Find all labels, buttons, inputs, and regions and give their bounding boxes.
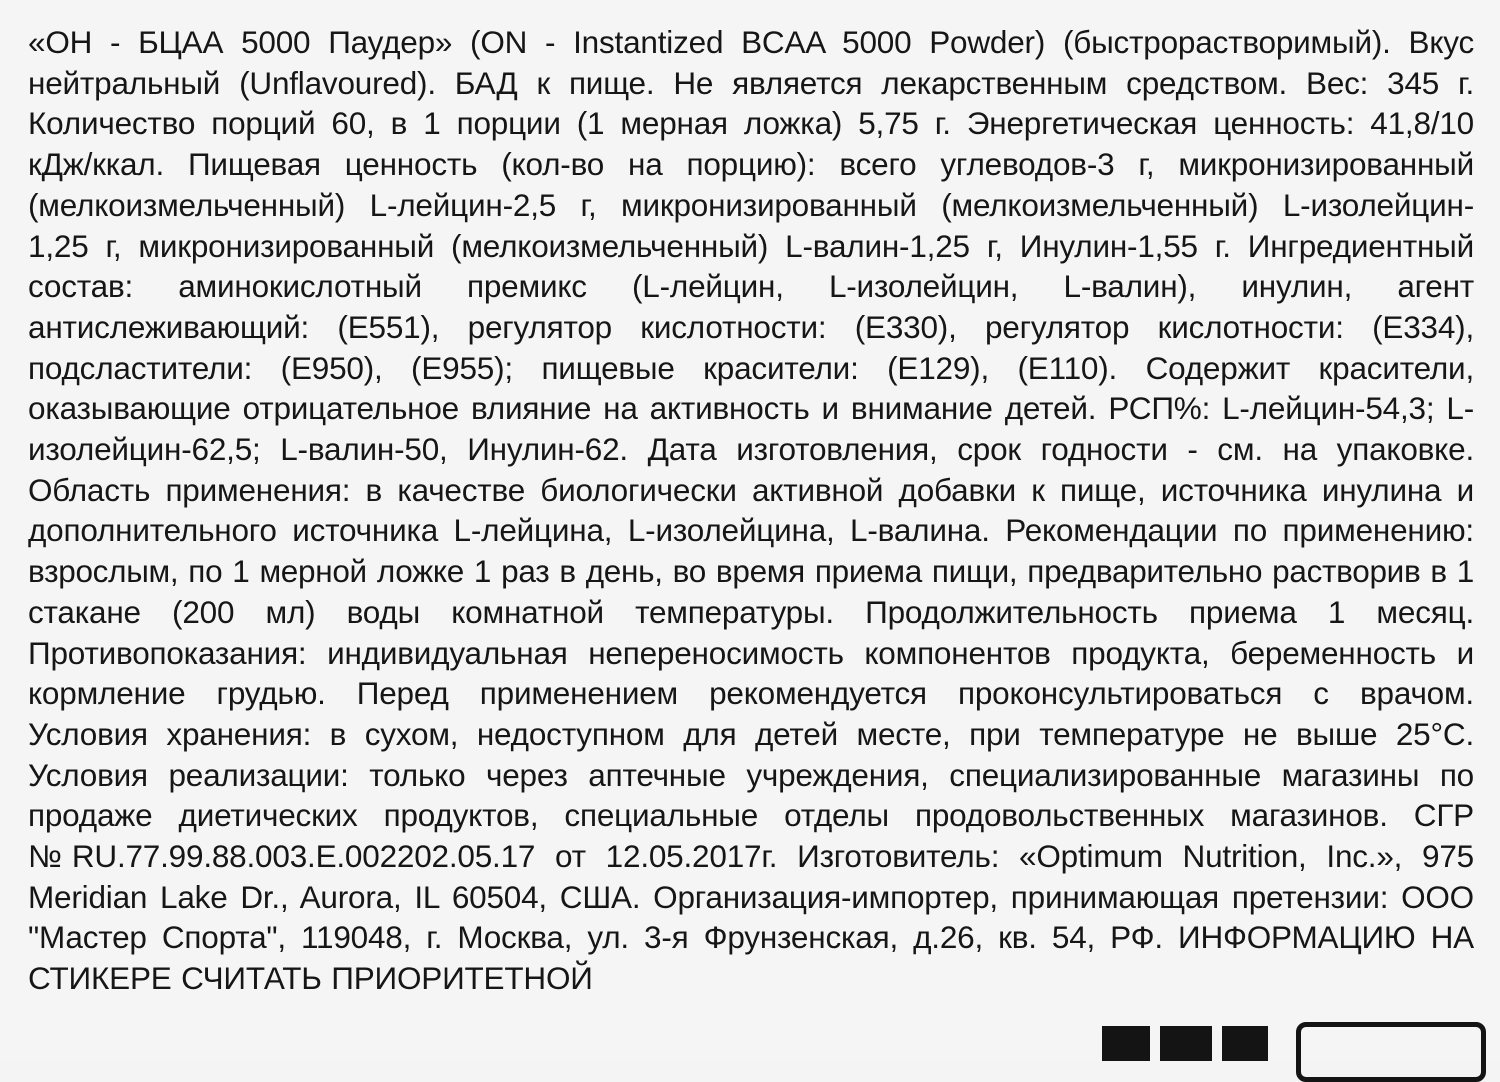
label-line: «ОН - БЦАА 5000 Паудер» (ON - Instantized BCAA 5000 Powder) (быстрорастворимый). Вкус	[28, 24, 1474, 60]
label-line: антислеживающий: (Е551), регулятор кислотности: (Е330), регулятор кислотности: (Е334),	[28, 308, 1474, 345]
label-line: 1,25 г, микронизированный (мелкоизмельченный) L-валин-1,25 г, Инулин-1,55 г. Ингредиентный	[28, 227, 1474, 264]
label-line: стакане (200 мл) воды комнатной температуры. Продолжительность приема 1 месяц.	[28, 593, 1474, 630]
label-line: нейтральный (Unflavoured). БАД к пище. Не является лекарственным средством. Вес: 345 г.	[28, 64, 1474, 101]
label-line: подсластители: (Е950), (Е955); пищевые красители: (Е129), (Е110). Содержит красители,	[28, 349, 1474, 386]
label-line: продаже диетических продуктов, специальные отделы продовольственных магазинов. СГР	[28, 797, 1474, 834]
package-print-frame	[1296, 1022, 1486, 1082]
label-line: оказывающие отрицательное влияние на активность и внимание детей. РСП%: L-лейцин-54,3; L-	[28, 390, 1474, 427]
package-print-mark	[1222, 1026, 1268, 1061]
package-print-mark	[1160, 1026, 1212, 1061]
label-line: Область применения: в качестве биологически активной добавки к пище, источника инулина и	[28, 471, 1474, 508]
label-line: кДж/ккал. Пищевая ценность (кол-во на порцию): всего углеводов-3 г, микронизированный	[28, 146, 1474, 183]
label-line: "Мастер Спорта", 119048, г. Москва, ул. 3-я Фрунзенская, д.26, кв. 54, РФ. ИНФОРМАЦИЮ НА	[28, 919, 1474, 956]
label-line: СТИКЕРЕ СЧИТАТЬ ПРИОРИТЕТНОЙ	[28, 960, 593, 997]
label-line: дополнительного источника L-лейцина, L-изолейцина, L-валина. Рекомендации по применению:	[28, 512, 1474, 549]
label-line: №RU.77.99.88.003.Е.002202.05.17 от 12.05.2017г. Изготовитель: «Optimum Nutrition, Inc.», 975	[28, 838, 1474, 875]
label-line: Условия хранения: в сухом, недоступном для детей месте, при температуре не выше 25°С.	[28, 715, 1474, 752]
label-text-block	[28, 22, 1474, 999]
label-line: Противопоказания: индивидуальная непереносимость компонентов продукта, беременность и	[28, 634, 1474, 671]
label-line: Условия реализации: только через аптечные учреждения, специализированные магазины по	[28, 756, 1474, 793]
label-line: состав: аминокислотный премикс (L-лейцин, L-изолейцин, L-валин), инулин, агент	[28, 268, 1474, 305]
label-line: взрослым, по 1 мерной ложке 1 раз в день, во время приема пищи, предварительно растворив в 1	[28, 553, 1474, 590]
label-line: Meridian Lake Dr., Aurora, IL 60504, США. Организация-импортер, принимающая претензии: ООО	[28, 878, 1474, 915]
label-line: (мелкоизмельченный) L-лейцин-2,5 г, микронизированный (мелкоизмельченный) L-изолейцин-	[28, 186, 1474, 223]
package-print-mark	[1102, 1026, 1150, 1061]
label-line: кормление грудью. Перед применением рекомендуется проконсультироваться с врачом.	[28, 675, 1474, 712]
label-line: Количество порций 60, в 1 порции (1 мерная ложка) 5,75 г. Энергетическая ценность: 41,8/10	[28, 105, 1474, 142]
label-line: изолейцин-62,5; L-валин-50, Инулин-62. Дата изготовления, срок годности - см. на упаковке.	[28, 431, 1474, 468]
